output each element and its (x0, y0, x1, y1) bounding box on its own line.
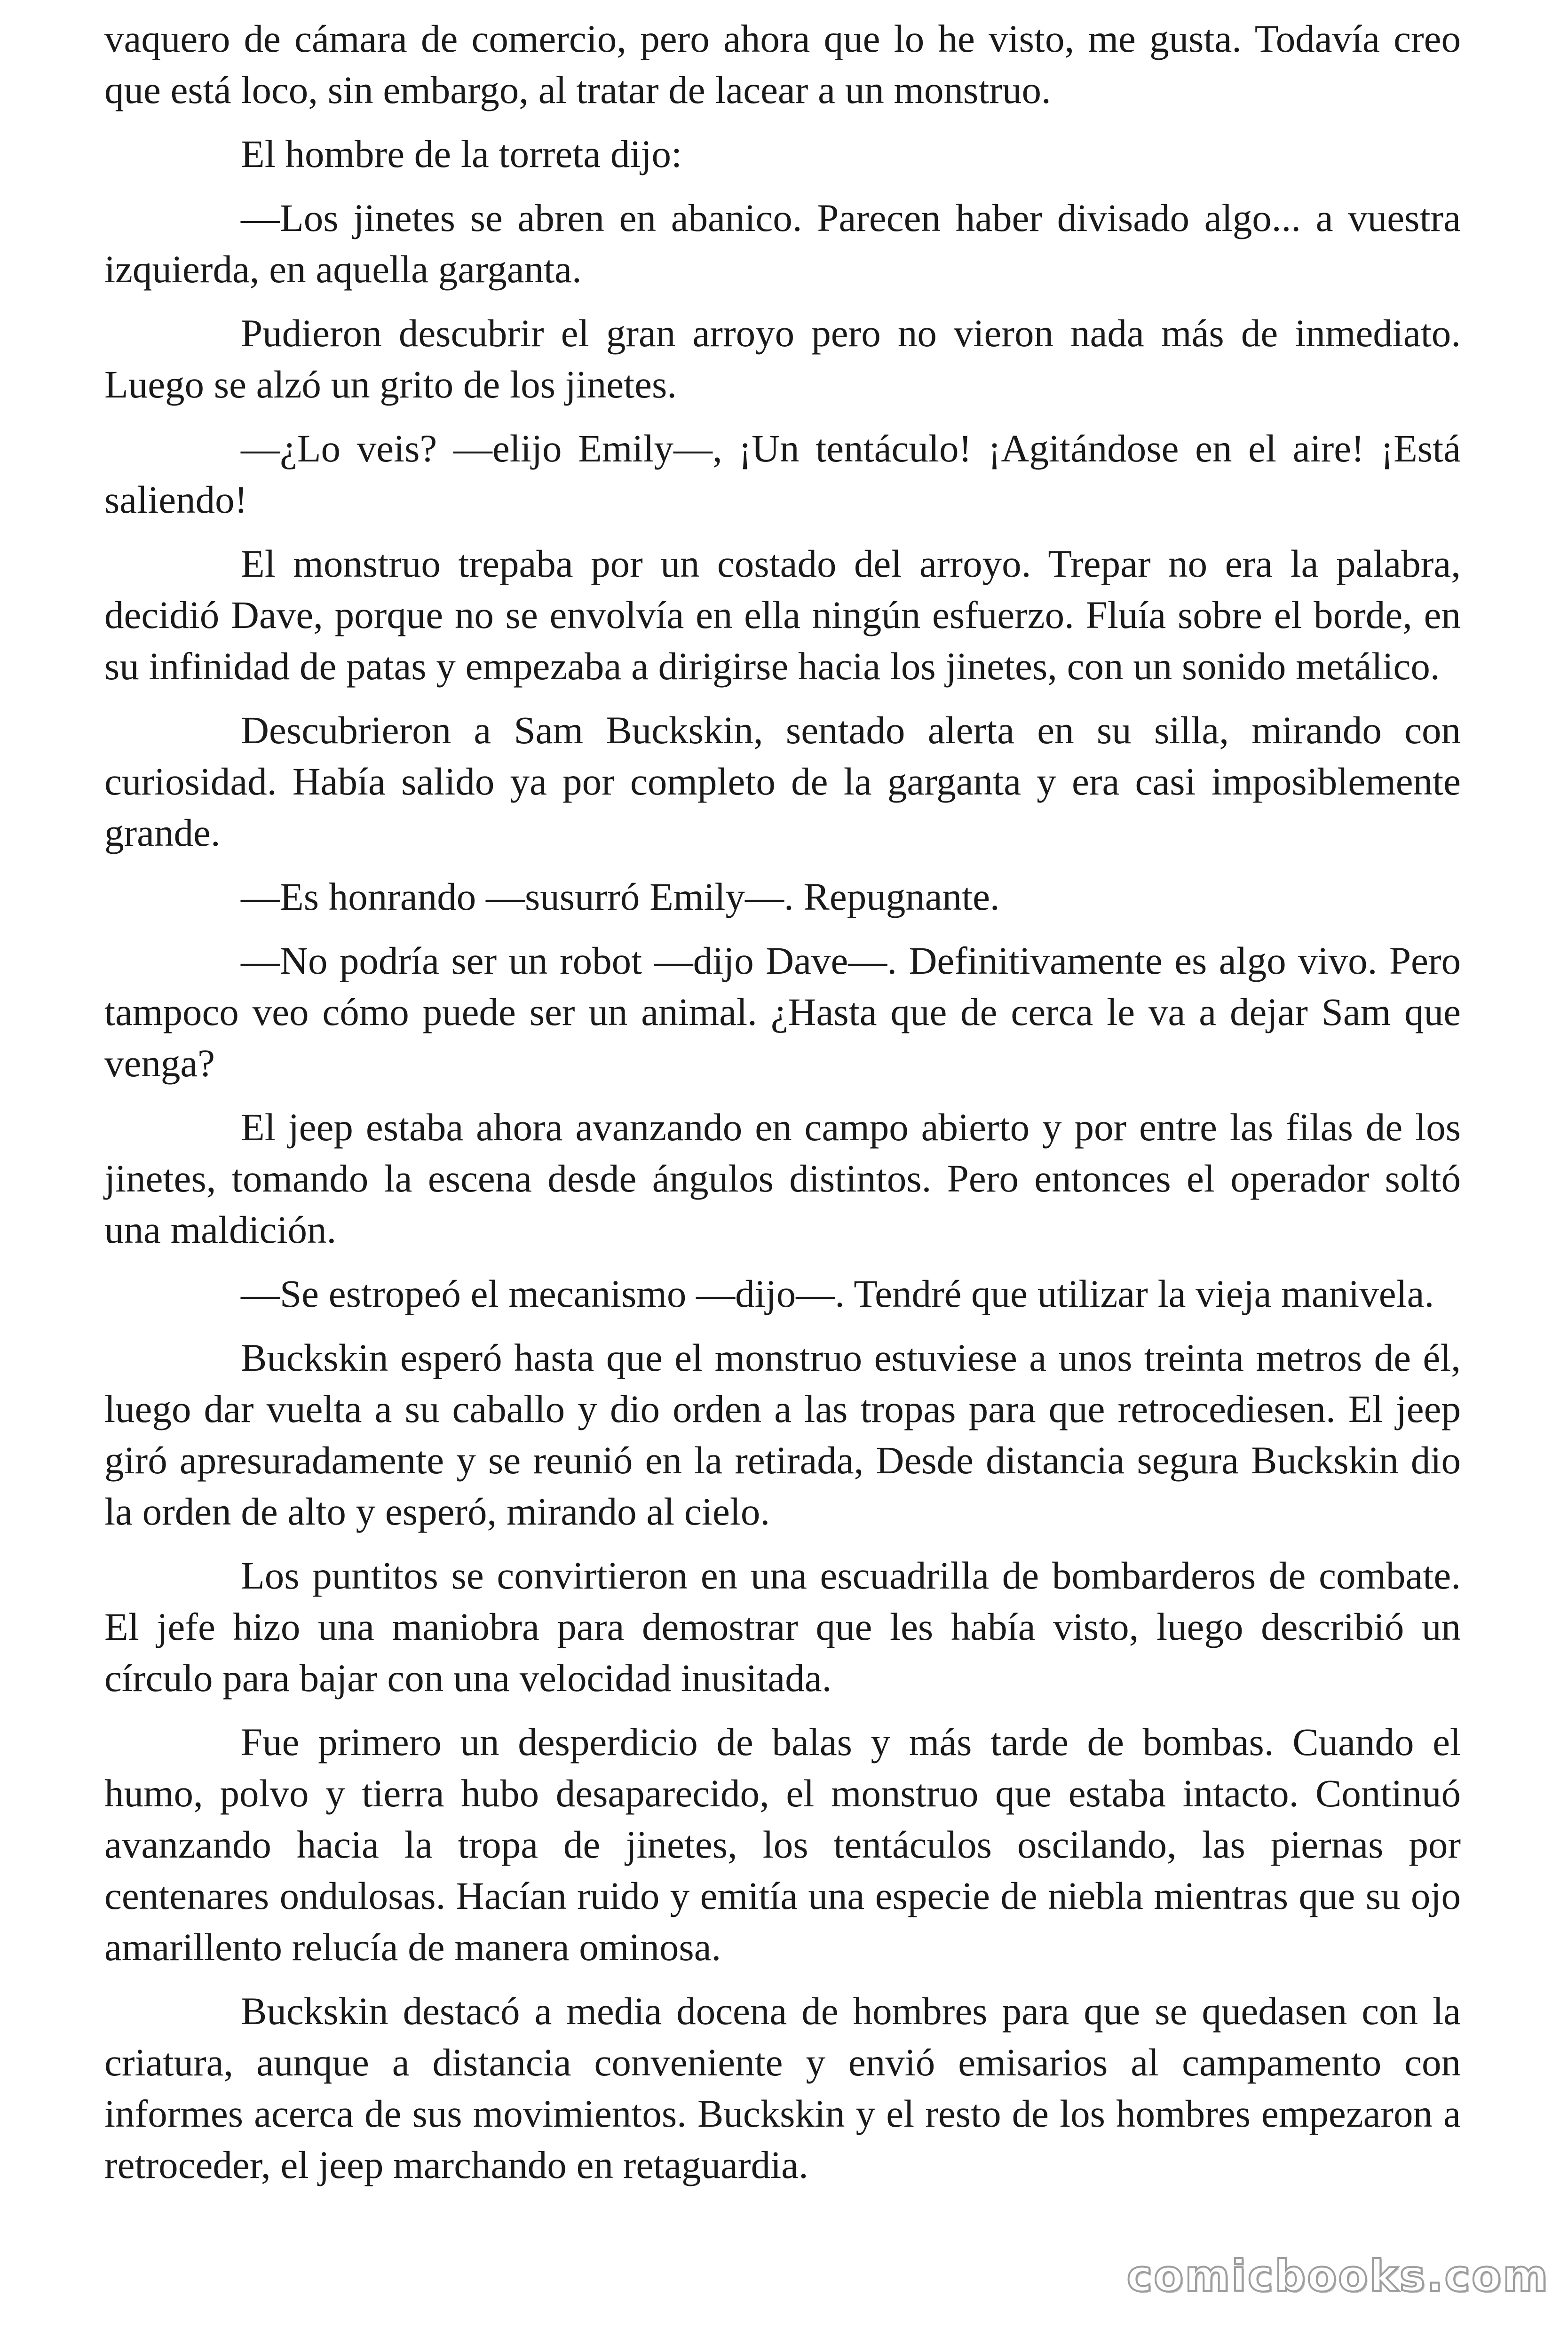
paragraph-1: vaquero de cámara de comercio, pero ahora que lo he visto, me gusta. Todavía creo que está loco, sin embargo, al tratar de lacear a un monstruo. (104, 17, 1461, 111)
paragraph-6: El monstruo trepaba por un costado del arroyo. Trepar no era la palabra, decidió Dave, porque no se envolvía en ella ningún esfuerzo. Fluía sobre el borde, en su infinidad de patas y empezaba a dirigirse hacia los jinetes, con un sonido metálico. (104, 542, 1461, 688)
paragraph-7: Descubrieron a Sam Buckskin, sentado alerta en su silla, mirando con curiosidad. Había salido ya por completo de la garganta y era casi imposiblemente grande. (104, 708, 1461, 854)
paragraph-13: Los puntitos se convirtieron en una escuadrilla de bombarderos de combate. El jefe hizo una maniobra para demostrar que les había visto, luego describió un círculo para bajar con una velocidad inusitada. (104, 1554, 1461, 1700)
paragraph-4: Pudieron descubrir el gran arroyo pero no vieron nada más de inmediato. Luego se alzó un grito de los jinetes. (104, 311, 1461, 406)
paragraph-5: —¿Lo veis? —elijo Emily—, ¡Un tentáculo! ¡Agitándose en el aire! ¡Está saliendo! (104, 427, 1461, 521)
paragraph-9: —No podría ser un robot —dijo Dave—. Definitivamente es algo vivo. Pero tampoco veo cómo puede ser un animal. ¿Hasta que de cerca le va a dejar Sam que venga? (104, 939, 1461, 1085)
paragraph-10: El jeep estaba ahora avanzando en campo abierto y por entre las filas de los jinetes, tomando la escena desde ángulos distintos. Pero entonces el operador soltó una maldición. (104, 1105, 1461, 1251)
paragraph-14: Fue primero un desperdicio de balas y más tarde de bombas. Cuando el humo, polvo y tierra hubo desaparecido, el monstruo que estaba intacto. Continuó avanzando hacia la tropa de jinetes, los tentáculos oscilando, las piernas por centenares ondulosas. Hacían ruido y emitía una especie de niebla mientras que su ojo amarillento relucía de manera ominosa. (104, 1720, 1461, 1969)
paragraph-12: Buckskin esperó hasta que el monstruo estuviese a unos treinta metros de él, luego dar vuelta a su caballo y dio orden a las tropas para que retrocediesen. El jeep giró apresuradamente y se reunió en la retirada, Desde distancia segura Buckskin dio la orden de alto y esperó, mirando al cielo. (104, 1336, 1461, 1533)
paragraph-8: —Es honrando —susurró Emily—. Repugnante. (241, 875, 1000, 918)
paragraph-15: Buckskin destacó a media docena de hombres para que se quedasen con la criatura, aunque a distancia conveniente y envió emisarios al campamento con informes acerca de sus movimientos. Buckskin y el resto de los hombres empezaron a retroceder, el jeep marchando en retaguardia. (104, 1989, 1461, 2186)
page-text (104, 13, 1461, 2203)
paragraph-2: El hombre de la torreta dijo: (241, 132, 682, 175)
watermark: comicbooks.com (1126, 2251, 1549, 2301)
paragraph-11: —Se estropeó el mecanismo —dijo—. Tendré que utilizar la vieja manivela. (241, 1272, 1434, 1315)
paragraph-3: —Los jinetes se abren en abanico. Parecen haber divisado algo... a vuestra izquierda, en aquella garganta. (104, 196, 1461, 291)
